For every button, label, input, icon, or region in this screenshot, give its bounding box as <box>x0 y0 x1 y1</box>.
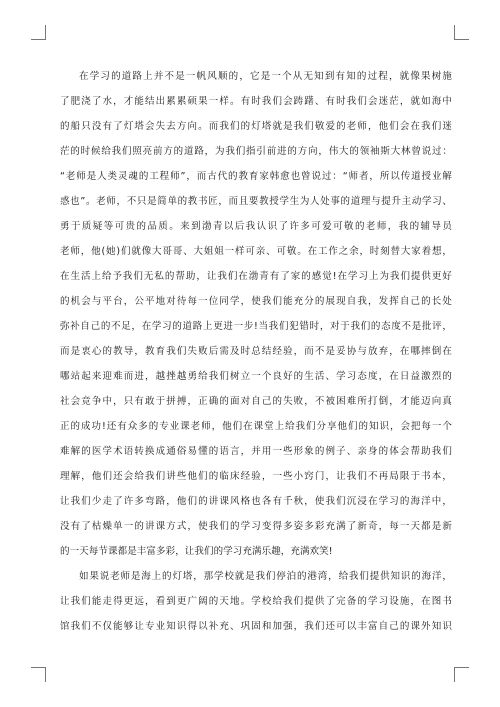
crop-mark-top-left <box>31 25 46 40</box>
text-line: 的机会与平台，公平地对待每一位同学，使我们能充分的展现自我，发挥自己的长处 <box>60 296 452 307</box>
text-line: 如果说老师是海上的灯塔，那学校就是我们停泊的港湾，给我们提供知识的海洋， <box>79 571 452 582</box>
text-line: 让我们能走得更远，看到更广阔的天地。学校给我们提供了完备的学习设施，在图书 <box>60 596 452 607</box>
text-line: 了肥浇了水，才能结出累累硕果一样。有时我们会踌躇、有时我们会迷茫，就如海中 <box>60 96 452 107</box>
text-line: 在学习的道路上并不是一帆风顺的，它是一个从无知到有知的过程，就像果树施 <box>79 71 452 82</box>
text-line: 的一天每节课都是丰富多彩，让我们的学习充满乐趣，充满欢笑! <box>60 546 333 557</box>
text-line: 的船只没有了灯塔会失去方向。而我们的灯塔就是我们敬爱的老师，他们会在我们迷 <box>60 121 452 132</box>
crop-mark-top-right <box>454 25 469 40</box>
text-line: 哪站起来迎难而进，越挫越勇给我们树立一个良好的生活、学习态度，在日益激烈的 <box>60 371 452 382</box>
crop-mark-bottom-left <box>31 667 46 682</box>
text-line: 茫的时候给我们照亮前方的道路，为我们指引前进的方向，伟大的领袖斯大林曾说过： <box>60 146 452 157</box>
text-line: 弥补自己的不足，在学习的道路上更进一步!当我们犯错时，对于我们的态度不是批评， <box>60 321 452 332</box>
text-line: 而是衷心的教导，教育我们失败后需及时总结经验，而不是妥协与放弃，在哪摔倒在 <box>60 346 452 357</box>
text-line: 难解的医学术语转换成通俗易懂的语言，并用一些形象的例子、亲身的体会帮助我们 <box>60 446 452 457</box>
text-line: 社会竞争中，只有敢于拼搏，正确的面对自己的失败，不被困难所打倒，才能迈向真 <box>60 396 452 407</box>
text-line: 在生活上给予我们无私的帮助，让我们在渤青有了家的感觉!在学习上为我们提供更好 <box>60 271 452 282</box>
text-line: 勇于质疑等可贵的品质。来到渤青以后我认识了许多可爱可敬的老师，我的辅导员 <box>60 221 452 232</box>
text-line: 惑也”。老师，不只是简单的教书匠，而且要教授学生为人处事的道理与提升主动学习、 <box>60 196 452 207</box>
text-line: 老师，他(她)们就像大哥哥、大姐姐一样可亲、可敬。在工作之余，时刻替大家着想， <box>60 246 452 257</box>
text-line: “老师是人类灵魂的工程师”，而古代的教育家韩愈也曾说过：“师者，所以传道授业解 <box>60 171 452 182</box>
text-line: 正的成功!还有众多的专业课老师，他们在课堂上给我们分享他们的知识，会把每一个 <box>60 421 452 432</box>
body-text <box>60 64 452 639</box>
text-line: 馆我们不仅能够让专业知识得以补充、巩固和加强，我们还可以丰富自己的课外知识 <box>60 621 452 632</box>
text-line: 让我们少走了许多弯路，他们的讲课风格也各有千秋，使我们沉浸在学习的海洋中， <box>60 496 452 507</box>
text-line: 没有了枯燥单一的讲课方式，使我们的学习变得多姿多彩充满了新奇，每一天都是新 <box>60 521 452 532</box>
text-line: 理解，他们还会给我们讲些他们的临床经验，一些小窍门，让我们不再局限于书本， <box>60 471 452 482</box>
crop-mark-bottom-right <box>454 667 469 682</box>
